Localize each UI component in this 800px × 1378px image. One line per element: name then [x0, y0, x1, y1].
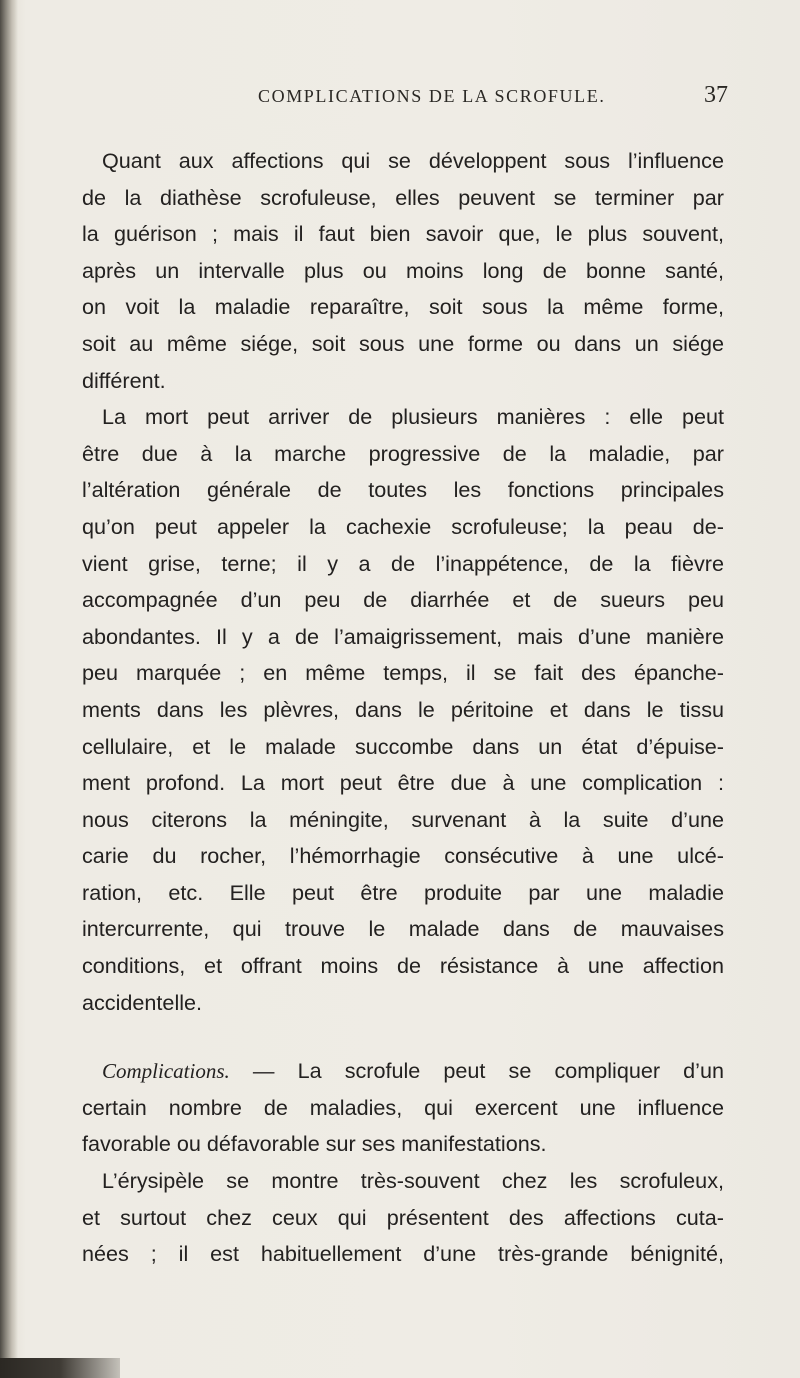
- text-line: après un intervalle plus ou moins long de bonne santé,: [82, 257, 724, 283]
- text-line: l’altération générale de toutes les fonctions principales: [82, 477, 724, 503]
- text-line: vient grise, terne; il y a de l’inappétence, de la fièvre: [82, 550, 724, 576]
- text-line: de la diathèse scrofuleuse, elles peuvent se terminer par: [82, 184, 724, 210]
- text-line: soit au même siége, soit sous une forme ou dans un siége: [82, 330, 724, 356]
- text-line: et surtout chez ceux qui présentent des affections cuta-: [82, 1204, 724, 1230]
- text-line: favorable ou défavorable sur ses manifestations.: [82, 1131, 547, 1157]
- scan-edge-mark: [0, 1358, 120, 1378]
- text-line: ments dans les plèvres, dans le péritoine et dans le tissu: [82, 696, 724, 722]
- text-line: peu marquée ; en même temps, il se fait des épanche-: [82, 660, 724, 686]
- page-number: 37: [704, 82, 728, 108]
- text-line: carie du rocher, l’hémorrhagie consécutive à une ulcé-: [82, 843, 724, 869]
- text-line: accompagnée d’un peu de diarrhée et de sueurs peu: [82, 587, 724, 613]
- paragraph-2: [82, 399, 724, 1021]
- section-heading: Complications.: [102, 1059, 230, 1084]
- running-title: COMPLICATIONS DE LA SCROFULE.: [258, 86, 606, 106]
- paragraph-1: [82, 143, 724, 399]
- text-line: être due à la marche progressive de la maladie, par: [82, 440, 724, 466]
- text-line-rest: — La scrofule peut se compliquer d’un: [229, 1058, 724, 1084]
- text-line: conditions, et offrant moins de résistance à une affection: [82, 953, 724, 979]
- text-line: nous citerons la méningite, survenant à la suite d’une: [82, 806, 724, 832]
- binding-shadow: [0, 0, 18, 1378]
- text-line: intercurrente, qui trouve le malade dans de mauvaises: [82, 916, 724, 942]
- text-line: ration, etc. Elle peut être produite par une maladie: [82, 879, 724, 905]
- text-line: qu’on peut appeler la cachexie scrofuleuse; la peau de-: [82, 513, 724, 539]
- text-line: certain nombre de maladies, qui exercent une influence: [82, 1094, 724, 1120]
- page-header: [258, 82, 728, 116]
- body-text: [82, 143, 724, 1273]
- text-line: La mort peut arriver de plusieurs manières : elle peut: [102, 404, 724, 430]
- text-line: L’érysipèle se montre très-souvent chez les scrofuleux,: [102, 1168, 724, 1194]
- text-line: Quant aux affections qui se développent sous l’influence: [102, 148, 724, 173]
- text-line: la guérison ; mais il faut bien savoir que, le plus souvent,: [82, 221, 724, 247]
- paragraph-4: [82, 1163, 724, 1273]
- text-line: on voit la maladie reparaître, soit sous la même forme,: [82, 294, 724, 320]
- text-line: accidentelle.: [82, 989, 203, 1015]
- text-line: ment profond. La mort peut être due à une complication :: [82, 770, 724, 796]
- text-line: [82, 1053, 724, 1090]
- paragraph-3: [82, 1053, 724, 1163]
- text-line: différent.: [82, 367, 166, 393]
- section-gap: [82, 1021, 724, 1053]
- text-line: nées ; il est habituellement d’une très-grande bénignité,: [82, 1241, 724, 1267]
- text-line: abondantes. Il y a de l’amaigrissement, mais d’une manière: [82, 623, 724, 649]
- text-line: cellulaire, et le malade succombe dans un état d’épuise-: [82, 733, 724, 759]
